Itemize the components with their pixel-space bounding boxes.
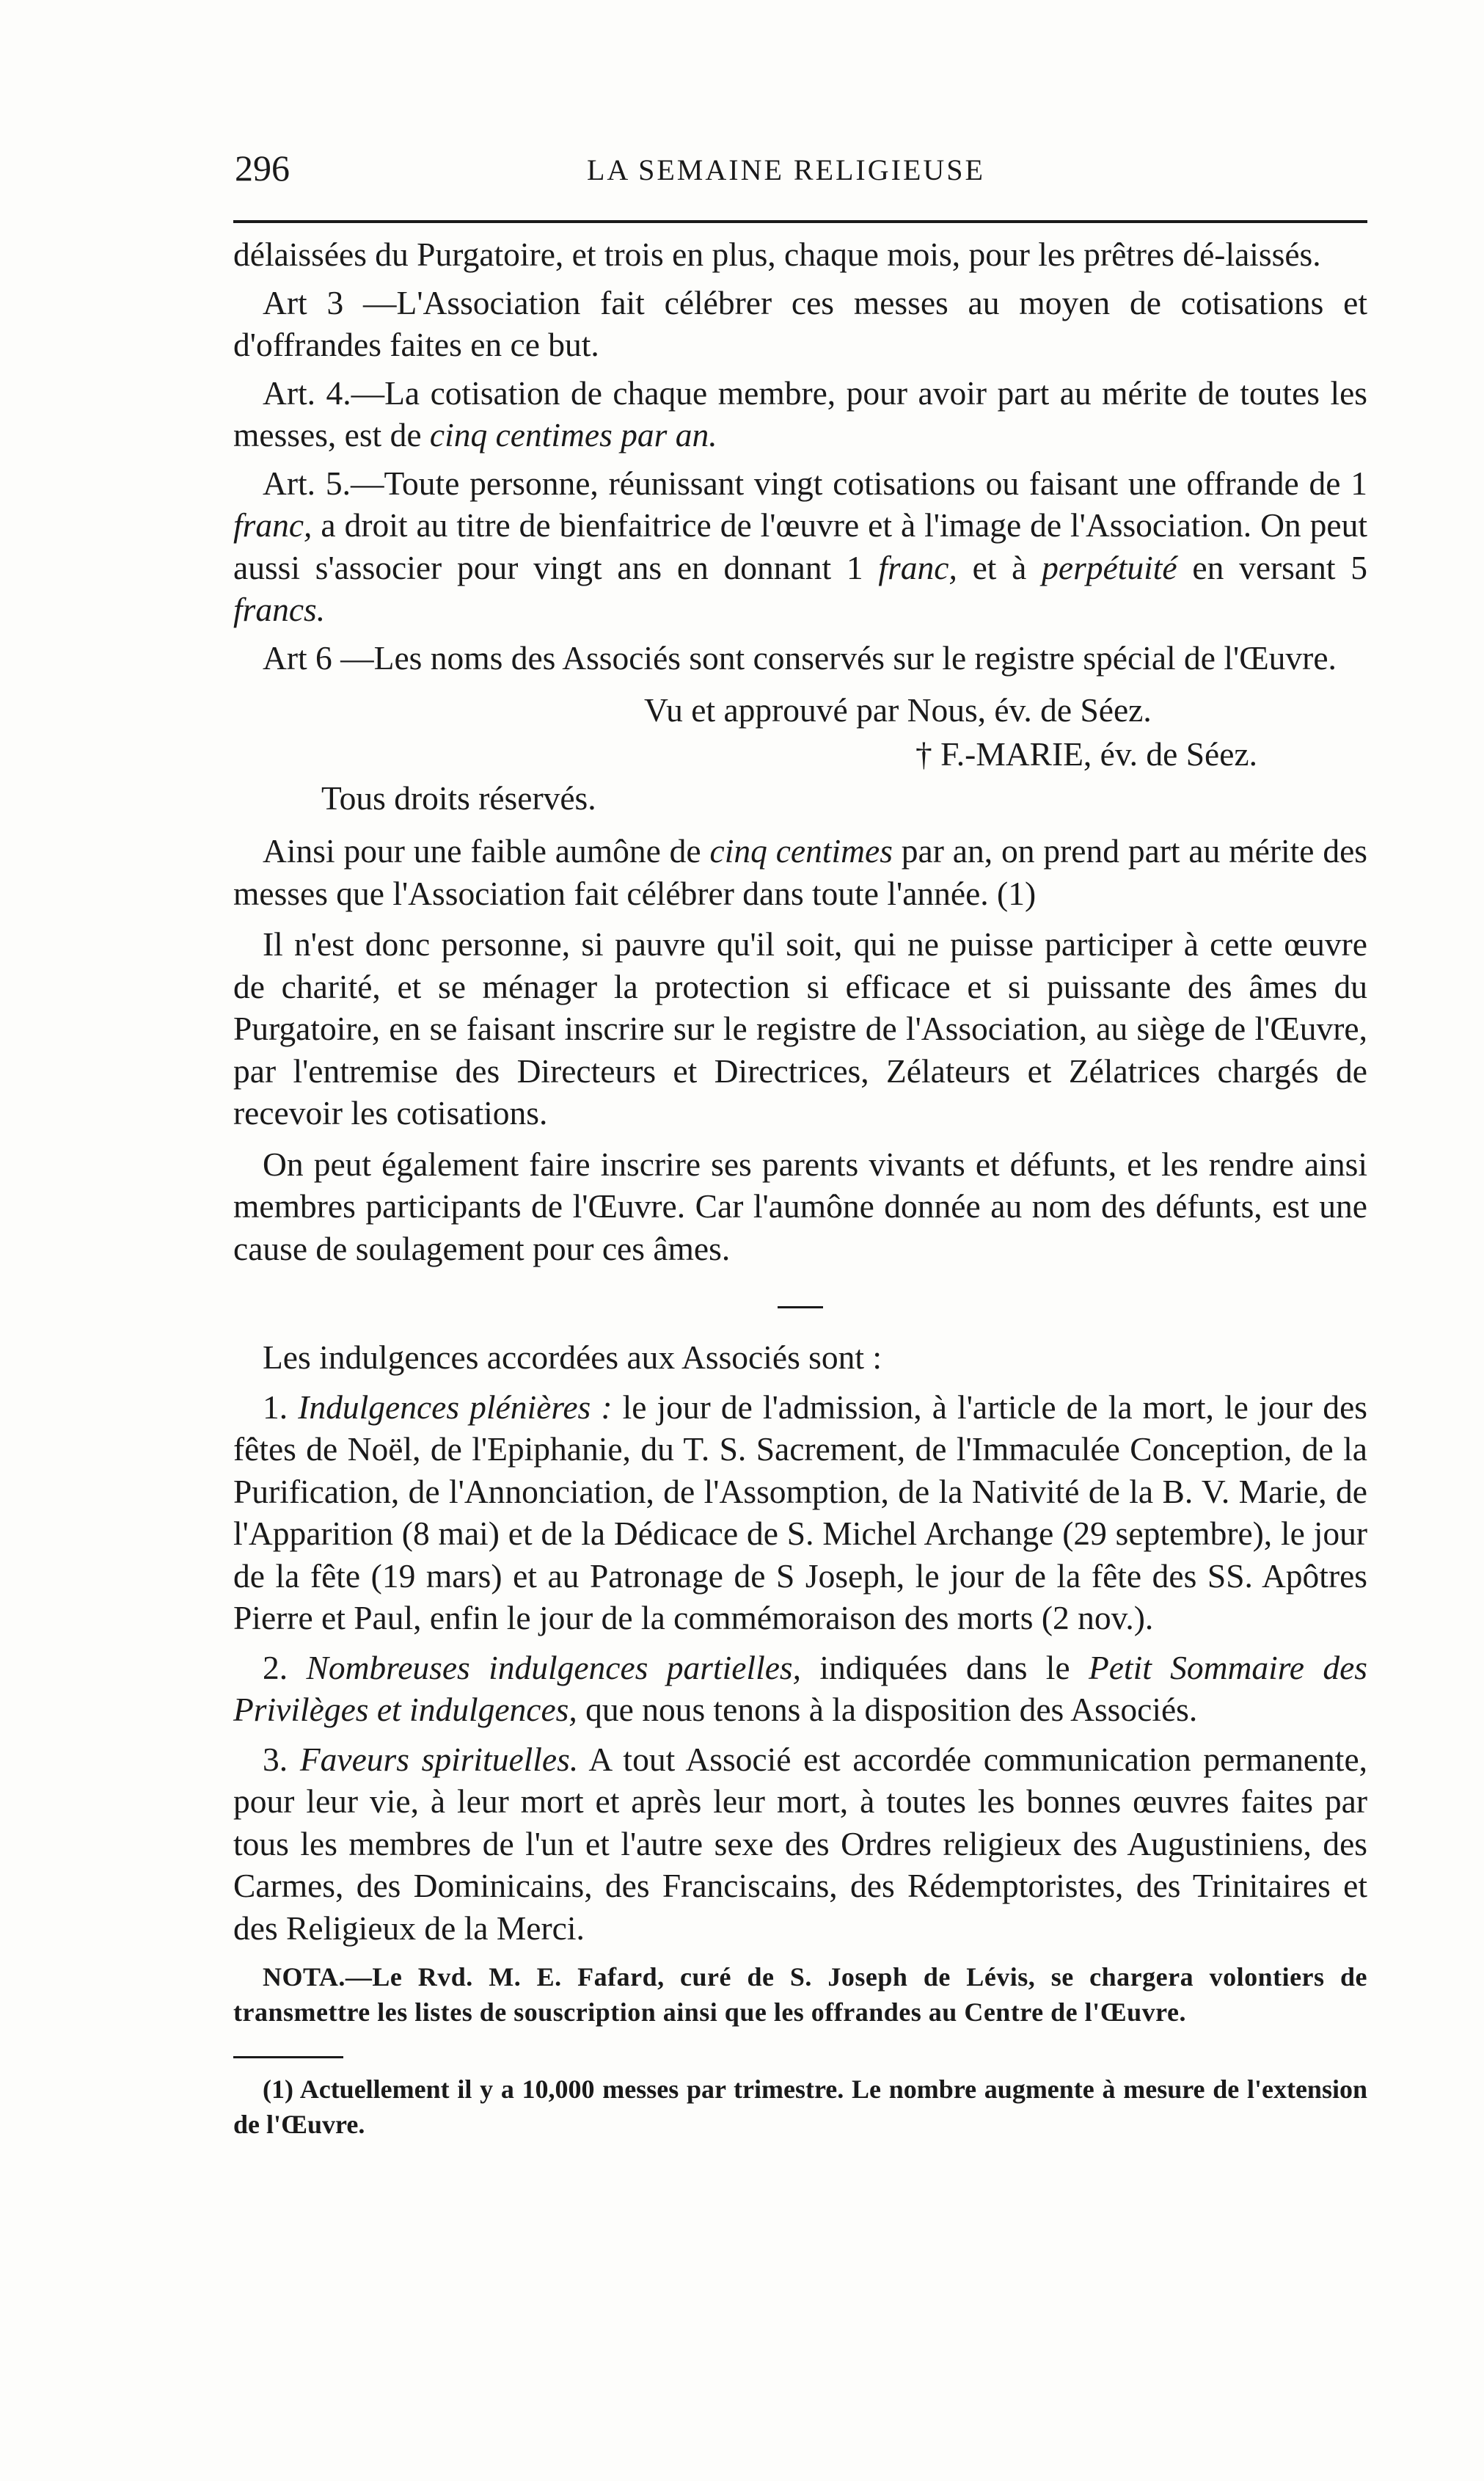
page-number: 296 — [235, 147, 290, 189]
indulgences-intro: Les indulgences accordées aux Associés sont : — [263, 1338, 882, 1376]
page-body — [233, 233, 1367, 2142]
section-separator — [778, 1306, 823, 1308]
rights-block — [233, 777, 1367, 821]
article-5: Art. 5.—Toute personne, réunissant vingt cotisations ou faisant une offrande de 1 franc, a droit au titre de bienfaitrice de l'œuvre et à l'image de l'Association. On peut aussi s'associer pour vingt ans en donnant 1 franc, et à perpétuité en versant 5 francs. — [233, 464, 1367, 628]
footnote-rule — [233, 2056, 343, 2058]
paragraph-alms: Ainsi pour une faible aumône de cinq centimes par an, on prend part au mérite des messes que l'Association fait célébrer dans toute l'année. (1) — [233, 832, 1367, 912]
approval-block — [233, 689, 1367, 733]
footnote: (1) Actuellement il y a 10,000 messes par trimestre. Le nombre augmente à mesure de l'extension de l'Œuvre. — [233, 2074, 1367, 2139]
page-header — [235, 147, 1364, 198]
paragraph-participation: Il n'est donc personne, si pauvre qu'il soit, qui ne puisse participer à cette œuvre de charité, et se ménager la protection si efficace et si puissante des âmes du Purgatoire, en se faisant inscrire sur le registre de l'Association, au siège de l'Œuvre, par l'entremise des Directeurs et Directrices, Zélateurs et Zélatrices chargés de recevoir les cotisations. — [233, 925, 1367, 1132]
indulgence-item-2: 2. Nombreuses indulgences partielles, indiquées dans le Petit Sommaire des Privilèges et indulgences, que nous tenons à la disposition des Associés. — [233, 1648, 1367, 1728]
rights-reserved: Tous droits réservés. — [321, 779, 596, 817]
article-6: Art 6 —Les noms des Associés sont conservés sur le registre spécial de l'Œuvre. — [263, 638, 1337, 677]
indulgence-item-1: 1. Indulgences plénières : le jour de l'admission, à l'article de la mort, le jour des fêtes de Noël, de l'Epiphanie, du T. S. Sacrement, de l'Immaculée Conception, de la Purification, de l'Annonciation, de l'Assomption, de la Nativité de la B. V. Marie, de l'Apparition (8 mai) et de la Dédicace de S. Michel Archange (29 septembre), le jour de la fête (19 mars) et au Patronage de S Joseph, le jour de la fête des SS. Apôtres Pierre et Paul, enfin le jour de la commémoraison des morts (2 nov.). — [233, 1388, 1367, 1636]
article-4: Art. 4.—La cotisation de chaque membre, pour avoir part au mérite de toutes les messes, est de cinq centimes par an. — [233, 374, 1367, 453]
article-3: Art 3 —L'Association fait célébrer ces messes au moyen de cotisations et d'offrandes faites en ce but. — [233, 283, 1367, 363]
paragraph-relatives: On peut également faire inscrire ses parents vivants et défunts, et les rendre ainsi membres participants de l'Œuvre. Car l'aumône donnée au nom des défunts, est une cause de soulagement pour ces âmes. — [233, 1145, 1367, 1267]
header-rule — [233, 220, 1367, 223]
continued-paragraph: délaissées du Purgatoire, et trois en plus, chaque mois, pour les prêtres dé-laissés. — [233, 236, 1321, 273]
signature-block — [233, 733, 1367, 777]
signature: † F.-MARIE, év. de Séez. — [915, 735, 1257, 773]
running-title: LA SEMAINE RELIGIEUSE — [587, 153, 985, 186]
indulgence-item-3: 3. Faveurs spirituelles. A tout Associé est accordée communication permanente, pour leur vie, à leur mort et après leur mort, à toutes les bonnes œuvres faites par tous les membres de l'un et l'autre sexe des Ordres religieux des Augustiniens, des Carmes, des Dominicains, des Franciscains, des Rédemptoristes, des Trinitaires et des Religieux de la Merci. — [233, 1740, 1368, 1947]
approval-line: Vu et approuvé par Nous, év. de Séez. — [644, 691, 1152, 729]
nota-paragraph: NOTA.—Le Rvd. M. E. Fafard, curé de S. Joseph de Lévis, se chargera volontiers de transmettre les listes de souscription ainsi que les offrandes au Centre de l'Œuvre. — [233, 1962, 1367, 2027]
